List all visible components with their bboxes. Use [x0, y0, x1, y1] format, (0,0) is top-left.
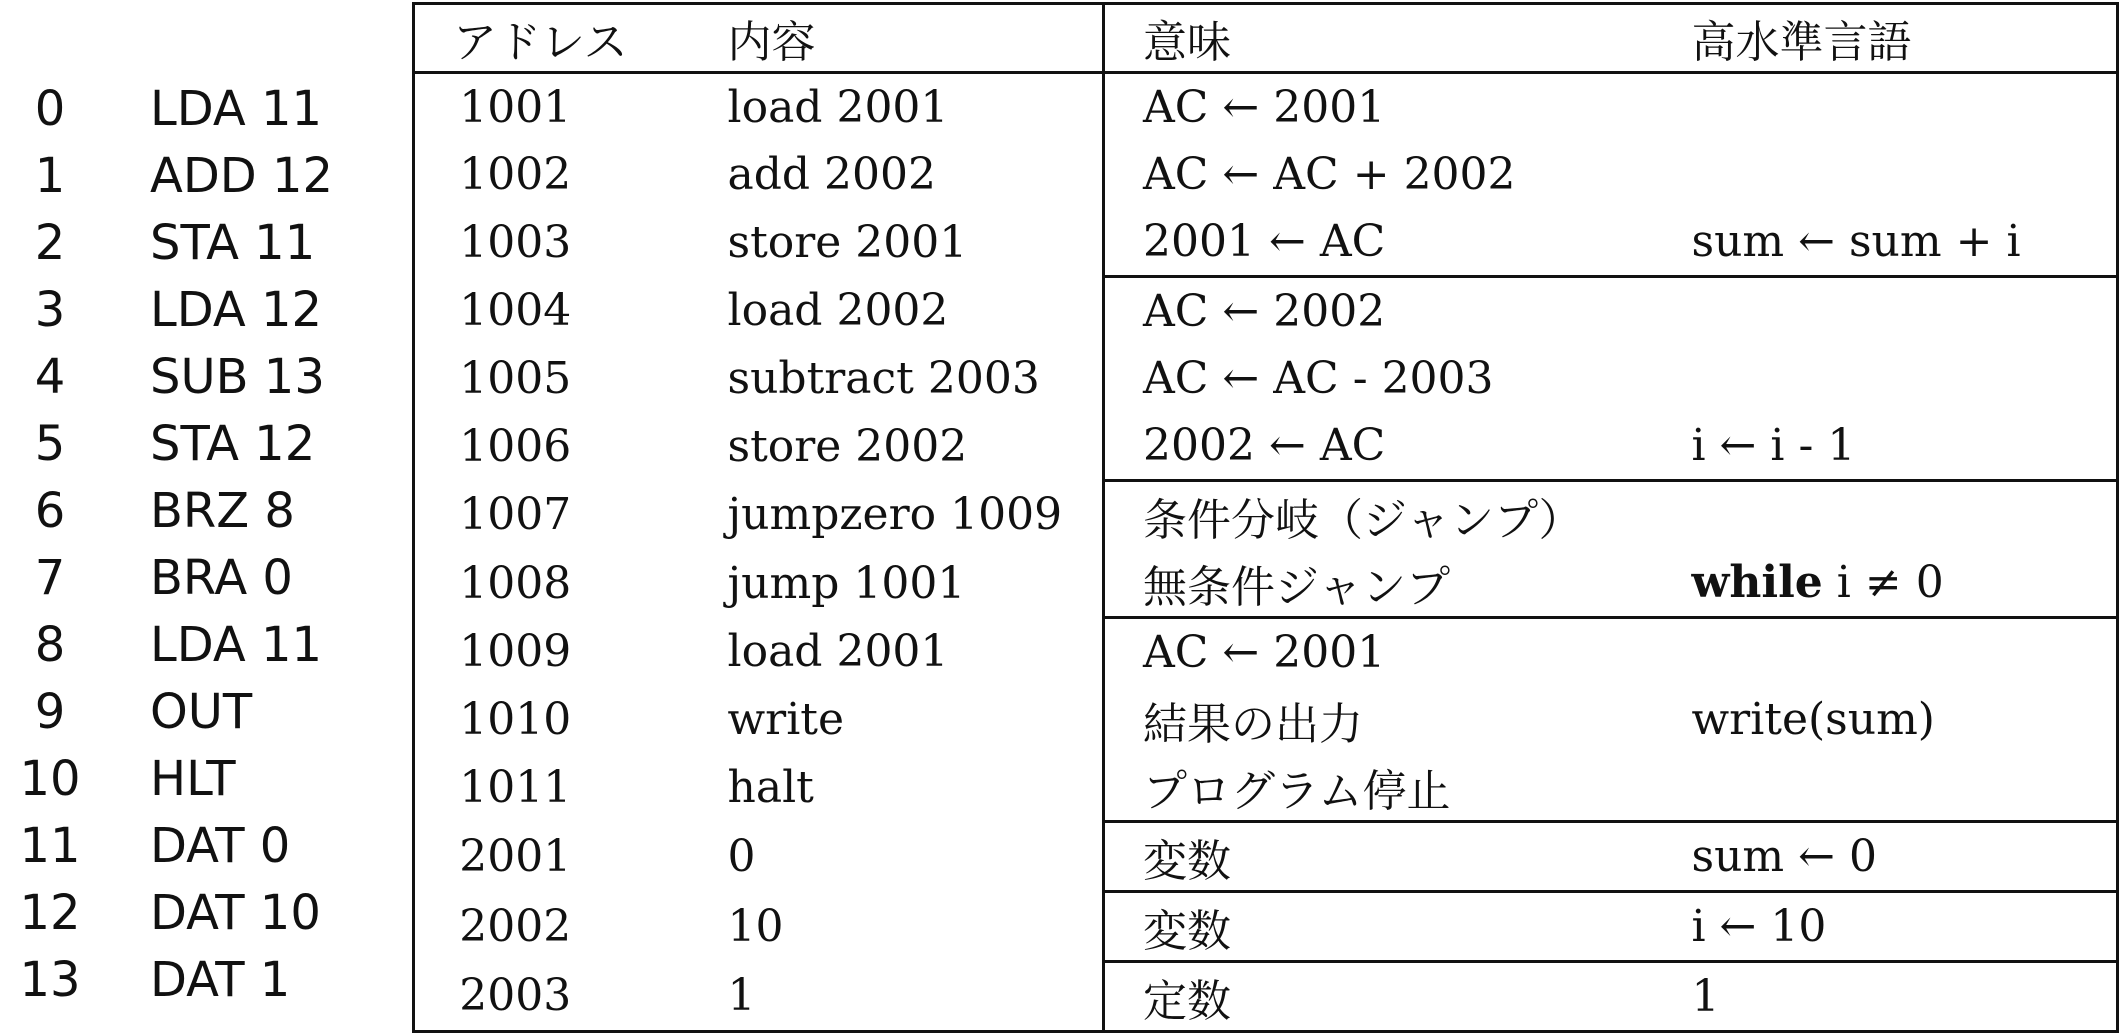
line-number: 13: [19, 952, 81, 1008]
content-cell: load 2001: [696, 618, 1104, 687]
instruction: BRA 0: [150, 550, 293, 606]
content-cell: write: [696, 686, 1104, 753]
meaning-cell: 2001 ← AC: [1104, 208, 1674, 277]
listing-row: [0, 611, 400, 678]
instruction: HLT: [150, 751, 236, 807]
address-cell: 1008: [414, 549, 696, 618]
table-row: [414, 277, 2118, 346]
address-cell: 1009: [414, 618, 696, 687]
line-number: 9: [34, 684, 66, 740]
high-level-text: 1: [1691, 971, 1720, 1022]
meaning-cell: 変数: [1104, 822, 1674, 892]
header-high-level-language: 高水準言語: [1674, 4, 2118, 73]
address-cell: 2001: [414, 822, 696, 892]
meaning-cell: 無条件ジャンプ: [1104, 549, 1674, 618]
high-level-cell: [1674, 208, 2118, 277]
line-number: 5: [34, 416, 66, 472]
instruction: STA 12: [150, 416, 316, 472]
instruction: OUT: [150, 684, 253, 740]
address-cell: 2002: [414, 892, 696, 962]
high-level-cell: [1674, 962, 2118, 1032]
instruction: DAT 1: [150, 952, 291, 1008]
header-address: アドレス: [414, 4, 696, 73]
high-level-text: i ← i - 1: [1691, 420, 1856, 471]
table-header-row: [414, 4, 2118, 73]
table-row: [414, 549, 2118, 618]
high-level-cell: [1674, 73, 2118, 142]
table-row: [414, 73, 2118, 142]
listing-row: [0, 75, 400, 142]
table-row: [414, 345, 2118, 412]
instruction: LDA 12: [150, 282, 323, 338]
address-cell: 2003: [414, 962, 696, 1032]
instruction: DAT 0: [150, 818, 291, 874]
listing-row: [0, 678, 400, 745]
content-cell: add 2002: [696, 141, 1104, 208]
header-meaning: 意味: [1104, 4, 1674, 73]
meaning-cell: 2002 ← AC: [1104, 412, 1674, 481]
content-cell: 0: [696, 822, 1104, 892]
content-cell: halt: [696, 753, 1104, 822]
machine-code-table: [412, 2, 2119, 1033]
listing-row: [0, 812, 400, 879]
content-cell: store 2001: [696, 208, 1104, 277]
listing-row: [0, 410, 400, 477]
address-cell: 1002: [414, 141, 696, 208]
content-cell: subtract 2003: [696, 345, 1104, 412]
listing-row: [0, 142, 400, 209]
table-row: [414, 962, 2118, 1032]
content-cell: store 2002: [696, 412, 1104, 481]
content-cell: load 2002: [696, 277, 1104, 346]
table-row: [414, 686, 2118, 753]
line-number: 10: [19, 751, 81, 807]
high-level-cell: [1674, 892, 2118, 962]
meaning-cell: プログラム停止: [1104, 753, 1674, 822]
line-number: 0: [34, 81, 66, 137]
line-number: 1: [34, 148, 66, 204]
content-cell: jump 1001: [696, 549, 1104, 618]
line-number: 7: [34, 550, 66, 606]
high-level-cell: [1674, 277, 2118, 346]
high-level-text: write(sum): [1691, 694, 1935, 745]
content-cell: 10: [696, 892, 1104, 962]
listing-row: [0, 946, 400, 1013]
table-row: [414, 753, 2118, 822]
table-row: [414, 412, 2118, 481]
meaning-cell: 変数: [1104, 892, 1674, 962]
line-number: 11: [19, 818, 81, 874]
table-row: [414, 822, 2118, 892]
line-number: 12: [19, 885, 81, 941]
listing-row: [0, 879, 400, 946]
instruction: LDA 11: [150, 617, 323, 673]
header-content: 内容: [696, 4, 1104, 73]
line-number: 6: [34, 483, 66, 539]
high-level-cell: [1674, 141, 2118, 208]
address-cell: 1011: [414, 753, 696, 822]
address-cell: 1005: [414, 345, 696, 412]
high-level-text: sum ← sum + i: [1691, 216, 2021, 267]
keyword: while: [1691, 557, 1823, 608]
table-row: [414, 141, 2118, 208]
assembly-listing: [0, 0, 400, 1021]
instruction: STA 11: [150, 215, 316, 271]
machine-code-table-container: [412, 2, 2116, 1027]
table-row: [414, 618, 2118, 687]
instruction: ADD 12: [150, 148, 334, 204]
listing-row: [0, 745, 400, 812]
line-number: 2: [34, 215, 66, 271]
content-cell: load 2001: [696, 73, 1104, 142]
high-level-cell: [1674, 345, 2118, 412]
table-row: [414, 208, 2118, 277]
listing-row: [0, 276, 400, 343]
instruction: DAT 10: [150, 885, 321, 941]
line-number: 3: [34, 282, 66, 338]
address-cell: 1003: [414, 208, 696, 277]
high-level-cell: [1674, 481, 2118, 550]
meaning-cell: AC ← 2001: [1143, 82, 1386, 133]
meaning-cell: AC ← 2001: [1143, 627, 1386, 678]
high-level-text: sum ← 0: [1691, 831, 1877, 882]
address-cell: 1010: [414, 686, 696, 753]
address-cell: 1006: [414, 412, 696, 481]
address-cell: 1001: [414, 73, 696, 142]
instruction: SUB 13: [150, 349, 325, 405]
meaning-cell: 定数: [1104, 962, 1674, 1032]
meaning-cell: AC ← AC + 2002: [1143, 149, 1516, 200]
table-row: [414, 481, 2118, 550]
instruction: BRZ 8: [150, 483, 295, 539]
meaning-cell: 結果の出力: [1143, 698, 1363, 750]
high-level-cell: [1674, 822, 2118, 892]
high-level-cell: [1674, 753, 2118, 822]
table-row: [414, 892, 2118, 962]
listing-row: [0, 477, 400, 544]
content-cell: 1: [696, 962, 1104, 1032]
listing-row: [0, 544, 400, 611]
high-level-text: i ← 10: [1691, 901, 1827, 952]
meaning-cell: 条件分岐（ジャンプ）: [1143, 494, 1583, 546]
address-cell: 1004: [414, 277, 696, 346]
high-level-cell: [1674, 549, 2118, 618]
meaning-cell: AC ← AC - 2003: [1143, 353, 1494, 404]
high-level-text: i ≠ 0: [1822, 557, 1944, 608]
high-level-cell: [1674, 618, 2118, 687]
content-cell: jumpzero 1009: [696, 481, 1104, 550]
high-level-cell: [1674, 686, 2118, 753]
address-cell: 1007: [414, 481, 696, 550]
listing-row: [0, 209, 400, 276]
line-number: 8: [34, 617, 66, 673]
high-level-cell: [1674, 412, 2118, 481]
instruction: LDA 11: [150, 81, 323, 137]
listing-row: [0, 343, 400, 410]
line-number: 4: [34, 349, 66, 405]
meaning-cell: AC ← 2002: [1143, 286, 1386, 337]
